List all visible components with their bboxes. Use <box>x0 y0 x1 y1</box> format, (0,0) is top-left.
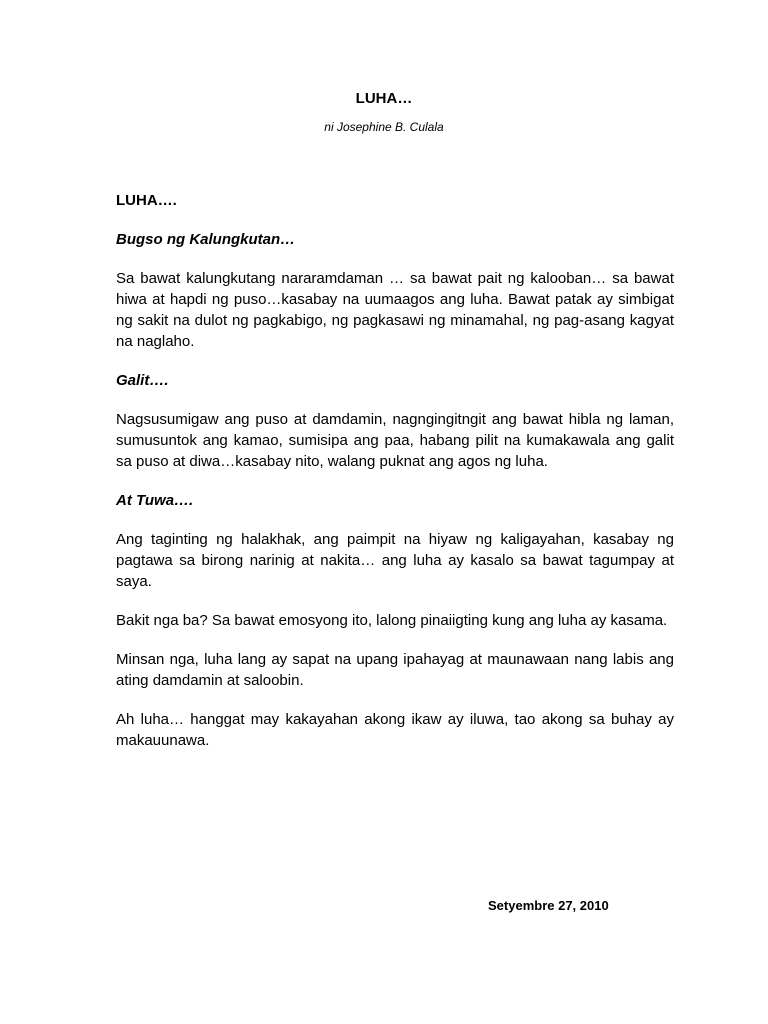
paragraph-minsan: Minsan nga, luha lang ay sapat na upang ipahayag at maunawaan nang labis ang ating damdamin at saloobin. <box>116 651 674 689</box>
document-title: LUHA… <box>355 90 413 107</box>
subheading-bugso: Bugso ng Kalungkutan… <box>116 231 296 248</box>
paragraph-kalungkutan: Sa bawat kalungkutang nararamdaman … sa bawat pait ng kalooban… sa bawat hiwa at hapdi ng puso…kasabay na uumaagos ang luha. Bawat patak ay simbigat ng sakit na dulot ng pagkabigo, ng pagkasawi ng minamahal, ng pag-asang kagyat na naglaho. <box>116 270 674 350</box>
paragraph-bakit: Bakit nga ba? Sa bawat emosyong ito, lalong pinaiigting kung ang luha ay kasama. <box>116 612 668 629</box>
paragraph-galit: Nagsusumigaw ang puso at damdamin, nagngingitngit ang bawat hibla ng laman, sumusuntok ang kamao, sumisipa ang paa, habang pilit na kumakawala ang galit sa puso at diwa…kasabay nito, walang puknat ang agos ng luha. <box>116 411 674 470</box>
paragraph-tuwa: Ang taginting ng halakhak, ang paimpit na hiyaw ng kaligayahan, kasabay ng pagtawa sa birong narinig at nakita… ang luha ay kasalo sa bawat tagumpay at saya. <box>116 531 674 590</box>
paragraph-ah-luha: Ah luha… hanggat may kakayahan akong ikaw ay iluwa, tao akong sa buhay ay makauunawa. <box>116 711 674 749</box>
subheading-tuwa: At Tuwa…. <box>116 492 194 509</box>
section-heading-luha: LUHA…. <box>116 192 177 209</box>
document-date: Setyembre 27, 2010 <box>488 898 609 913</box>
document-body <box>116 190 674 769</box>
document-author: ni Josephine B. Culala <box>324 120 444 134</box>
subheading-galit: Galit…. <box>116 372 169 389</box>
